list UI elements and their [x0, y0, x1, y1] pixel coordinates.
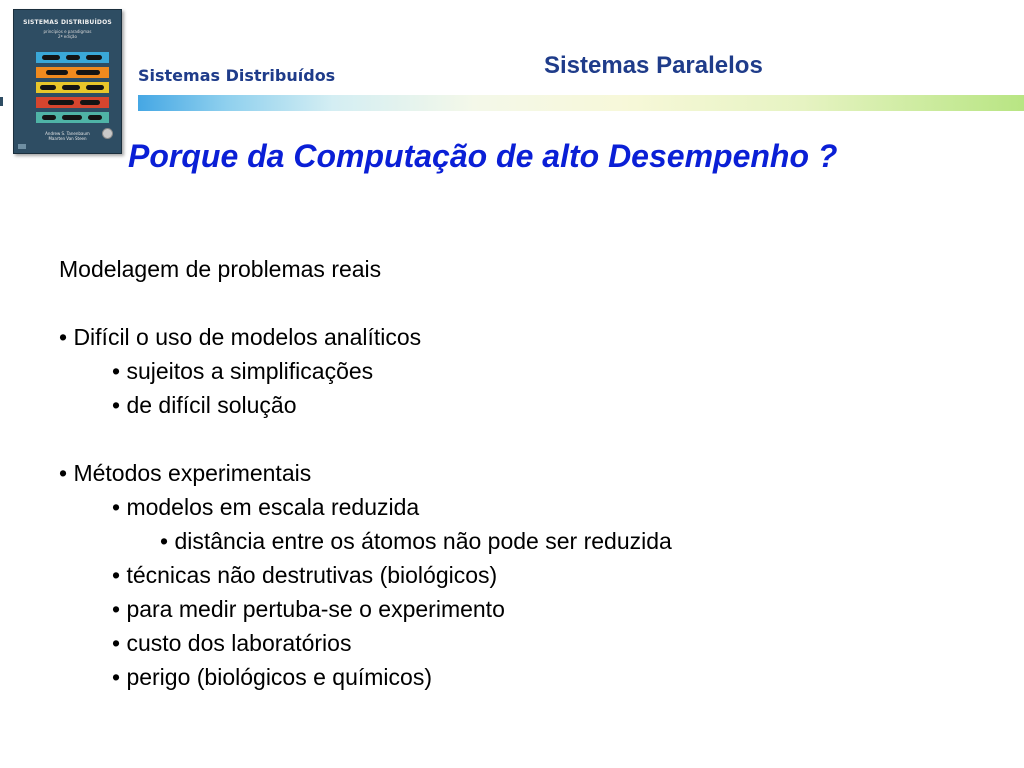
bullet-subitem: • distância entre os átomos não pode ser reduzida	[160, 528, 672, 554]
book-seal-icon	[102, 128, 113, 139]
book-stripe-2	[36, 67, 109, 78]
bullet-heading: • Métodos experimentais	[59, 460, 312, 486]
bullet-item: • para medir pertuba-se o experimento	[112, 596, 505, 622]
book-stripe-3	[36, 82, 109, 93]
spacer	[59, 286, 999, 320]
topic-title: Sistemas Paralelos	[544, 52, 763, 79]
bullet-item: • custo dos laboratórios	[112, 630, 352, 656]
slide-content	[59, 252, 999, 694]
spacer	[59, 422, 999, 456]
slide-title: Porque da Computação de alto Desempenho ?	[128, 138, 838, 174]
intro-text: Modelagem de problemas reais	[59, 256, 382, 282]
book-author-2: Maarten Van Steen	[48, 136, 87, 141]
left-edge-marker	[0, 97, 3, 106]
book-author-1: Andrew S. Tanenbaum	[45, 131, 90, 136]
book-subtitle	[14, 29, 121, 39]
bullet-item: • técnicas não destrutivas (biológicos)	[112, 562, 498, 588]
book-stripe-5	[36, 112, 109, 123]
book-cover-image	[13, 9, 122, 154]
book-edition: 2ª edição	[58, 34, 77, 39]
book-title: SISTEMAS DISTRIBUÍDOS	[23, 19, 112, 26]
course-name: Sistemas Distribuídos	[138, 66, 336, 85]
header-gradient-bar	[138, 95, 1024, 111]
book-stripe-4	[36, 97, 109, 108]
bullet-item: • sujeitos a simplificações	[112, 358, 374, 384]
publisher-logo-icon	[18, 144, 26, 149]
bullet-item: • perigo (biológicos e químicos)	[112, 664, 432, 690]
bullet-item: • modelos em escala reduzida	[112, 494, 420, 520]
bullet-heading: • Difícil o uso de modelos analíticos	[59, 324, 422, 350]
bullet-item: • de difícil solução	[112, 392, 297, 418]
book-subtitle-text: princípios e paradigmas	[43, 29, 92, 34]
book-stripe-1	[36, 52, 109, 63]
